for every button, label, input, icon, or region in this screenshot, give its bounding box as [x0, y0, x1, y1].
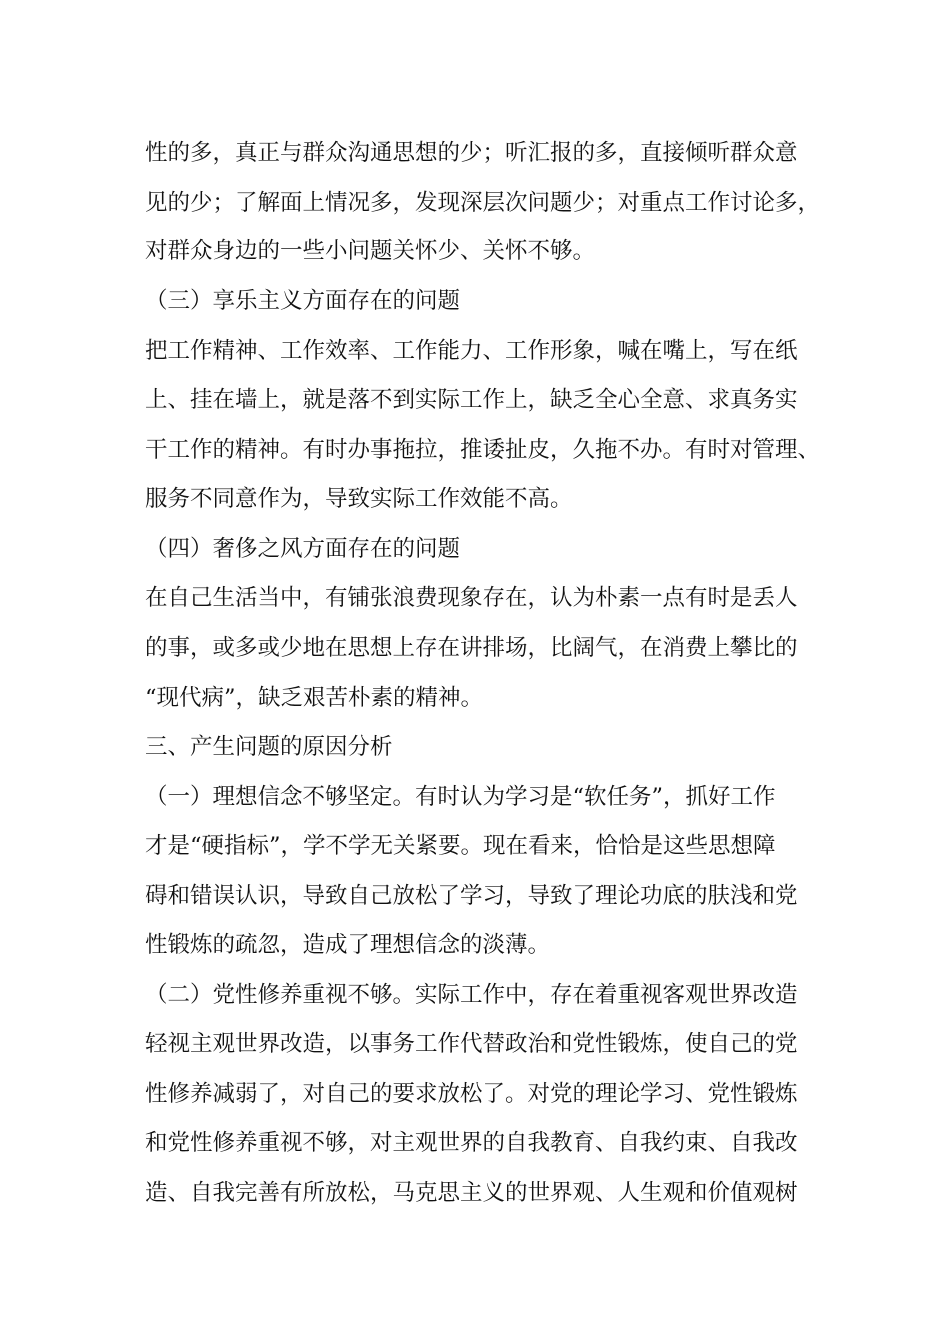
text-line: 性修养减弱了，对自己的要求放松了。对党的理论学习、党性锻炼	[145, 1081, 798, 1107]
text-line: 把工作精神、工作效率、工作能力、工作形象，喊在嘴上，写在纸	[145, 338, 798, 364]
text-line: （二）党性修养重视不够。实际工作中，存在着重视客观世界改造	[145, 982, 798, 1008]
section-heading: 三、产生问题的原因分析	[145, 734, 393, 760]
text-line: 在自己生活当中，有铺张浪费现象存在，认为朴素一点有时是丢人	[145, 585, 798, 611]
text-line: 轻视主观世界改造，以事务工作代替政治和党性锻炼，使自己的党	[145, 1031, 798, 1057]
text-line: 造、自我完善有所放松，马克思主义的世界观、人生观和价值观树	[145, 1180, 798, 1206]
text-line: 性的多，真正与群众沟通思想的少；听汇报的多，直接倾听群众意	[145, 140, 798, 166]
text-line: （一）理想信念不够坚定。有时认为学习是“软任务”，抓好工作	[145, 784, 776, 810]
text-line: 碍和错误认识，导致自己放松了学习，导致了理论功底的肤浅和党	[145, 883, 798, 909]
text-line: 上、挂在墙上，就是落不到实际工作上，缺乏全心全意、求真务实	[145, 387, 798, 413]
text-line: 对群众身边的一些小问题关怀少、关怀不够。	[145, 238, 596, 264]
text-line: 的事，或多或少地在思想上存在讲排场，比阔气，在消费上攀比的	[145, 635, 798, 661]
text-line: 服务不同意作为，导致实际工作效能不高。	[145, 486, 573, 512]
text-line: 见的少；了解面上情况多，发现深层次问题少；对重点工作讨论多，	[145, 190, 821, 216]
text-line: 才是“硬指标”，学不学无关紧要。现在看来，恰恰是这些思想障	[145, 833, 776, 859]
section-heading: （四）奢侈之风方面存在的问题	[145, 536, 461, 562]
text-line: 和党性修养重视不够，对主观世界的自我教育、自我约束、自我改	[145, 1130, 798, 1156]
section-heading: （三）享乐主义方面存在的问题	[145, 288, 461, 314]
text-line: 干工作的精神。有时办事拖拉，推诿扯皮，久拖不办。有时对管理、	[145, 437, 821, 463]
text-line: “现代病”，缺乏艰苦朴素的精神。	[145, 685, 484, 711]
text-line: 性锻炼的疏忽，造成了理想信念的淡薄。	[145, 932, 551, 958]
